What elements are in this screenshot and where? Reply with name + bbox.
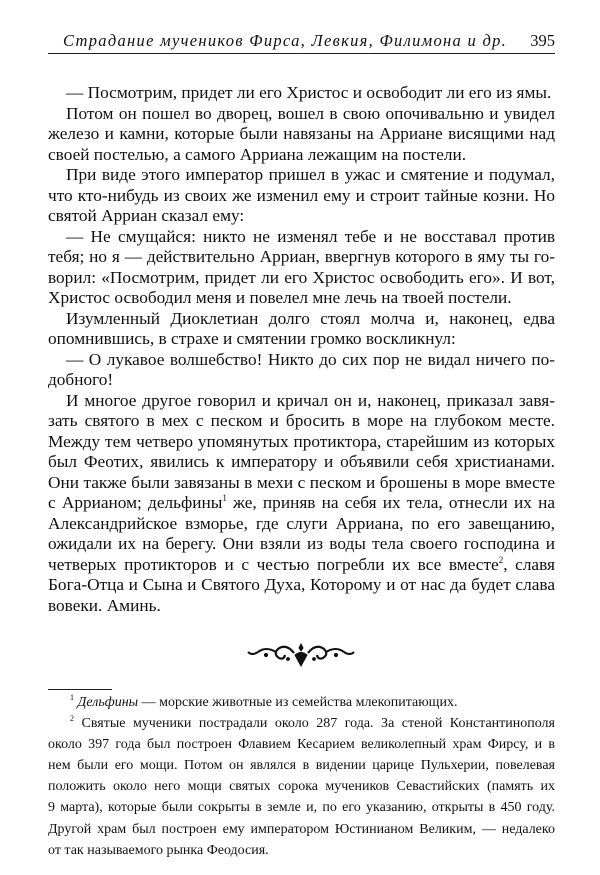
footnote-mark: 2 — [70, 714, 74, 724]
text-line: Они также были завязаны в мехи с песком и брошены в море вместе — [48, 472, 555, 492]
text-line: — О лукавое волшебство! Никто до сих пор не видал ничего по- — [66, 349, 555, 369]
footnote-line: нем были его мощи. Потом он являлся в видении царице Пульхерии, повелевая — [48, 758, 555, 774]
text-line: Бога-Отца и Сына и Святого Духа, Которому и от нас да будет слава — [48, 575, 555, 594]
text-line: опомнившись, в страхе и смятении громко воскликнул: — [48, 329, 456, 348]
text-line: ожидали их на берегу. Они взяли из воды тела своего господина и — [48, 534, 555, 553]
footnote-line: около 397 года был построен Флавием Кесарием великолепный храм Фирсу, и в — [48, 737, 555, 753]
footnote-line: положить около него мощи святых сорока мучеников Севастийских (память их — [48, 779, 555, 795]
footnote-text: Святые мученики пострадали около 287 года. За стеной Константинополя — [81, 716, 555, 732]
text-line: добного! — [48, 370, 114, 389]
footnote-term: Дельфины — [77, 695, 139, 710]
text-line: При виде этого император пришел в ужас и смятение и подумал, — [66, 165, 555, 184]
footnote-line — [48, 692, 555, 713]
footnotes — [48, 692, 555, 861]
text-line: своей постелью, а самого Арриана лежащим на постели. — [48, 144, 467, 164]
footnote-line — [48, 713, 555, 734]
main-text — [48, 83, 555, 616]
footnote-divider — [48, 689, 112, 690]
text-line: святой Арриан сказал ему: — [48, 206, 245, 225]
text-line: Между тем четверо упомянутых протиктора, старейшим из которых — [48, 431, 555, 451]
text-line: — Посмотрим, придет ли его Христос и освободит ли его из ямы. — [66, 83, 552, 102]
footnote-line: Другой храм был построен ему императором Юстинианом Великим, — недалеко — [48, 821, 555, 837]
text-line: Изумленный Диоклетиан долго стоял молча и, наконец, едва — [66, 308, 555, 328]
footnote-text: — морские животные из семейства млекопитающих. — [138, 695, 458, 710]
text-line: был Феотих, явились к императору и объявили себя христианами. — [48, 452, 555, 471]
text-line: зать святого в мех с песком и бросить в море на глубоком месте. — [48, 411, 555, 430]
text-line: вовеки. Аминь. — [48, 595, 161, 615]
text-line: железо и камни, которые были навязаны на Арриане висящими над — [48, 124, 555, 143]
ornament-vignette-icon — [246, 640, 356, 668]
text-line: Александрийское взморье, где слуги Арриана, по его завещанию, — [48, 513, 555, 533]
footnote-mark: 1 — [70, 693, 74, 702]
text-line: ворил: «Посмотрим, придет ли его Христос освободить его». И вот, — [48, 267, 555, 287]
text-line: И многое другое говорил и кричал он и, наконец, приказал завя- — [66, 390, 555, 410]
text-line: что кто-нибудь из своих же изменил ему и строит тайные козни. Но — [48, 185, 555, 205]
text-line: — Не смущайся: никто не изменял тебе и не восставал против — [66, 226, 555, 246]
text-line: Христос освободил меня и повелел мне лечь на твоей постели. — [48, 288, 512, 307]
text-line: тебя; но я — действительно Арриан, ввергнув которого в яму ты го- — [48, 247, 555, 266]
running-title: Страдание мучеников Фирса, Левкия, Филимона и др. — [63, 31, 508, 50]
footnote-line: от так называемого рынка Феодосия. — [48, 842, 269, 858]
page-number: 395 — [530, 31, 555, 50]
text-line: четверых протикторов и с честью погребли их все вместе$^2$, славя — [48, 554, 555, 574]
footnote-line: 9 марта), которые были сокрыты в земле и, по его указанию, открыты в 450 году. — [48, 800, 555, 816]
running-header — [48, 29, 555, 54]
text-line: с Аррианом; дельфины$^1$ же, приняв на себя их тела, отнесли их на — [48, 493, 556, 512]
text-line: Потом он пошел во дворец, вошел в свою опочивальню и увидел — [66, 103, 555, 123]
